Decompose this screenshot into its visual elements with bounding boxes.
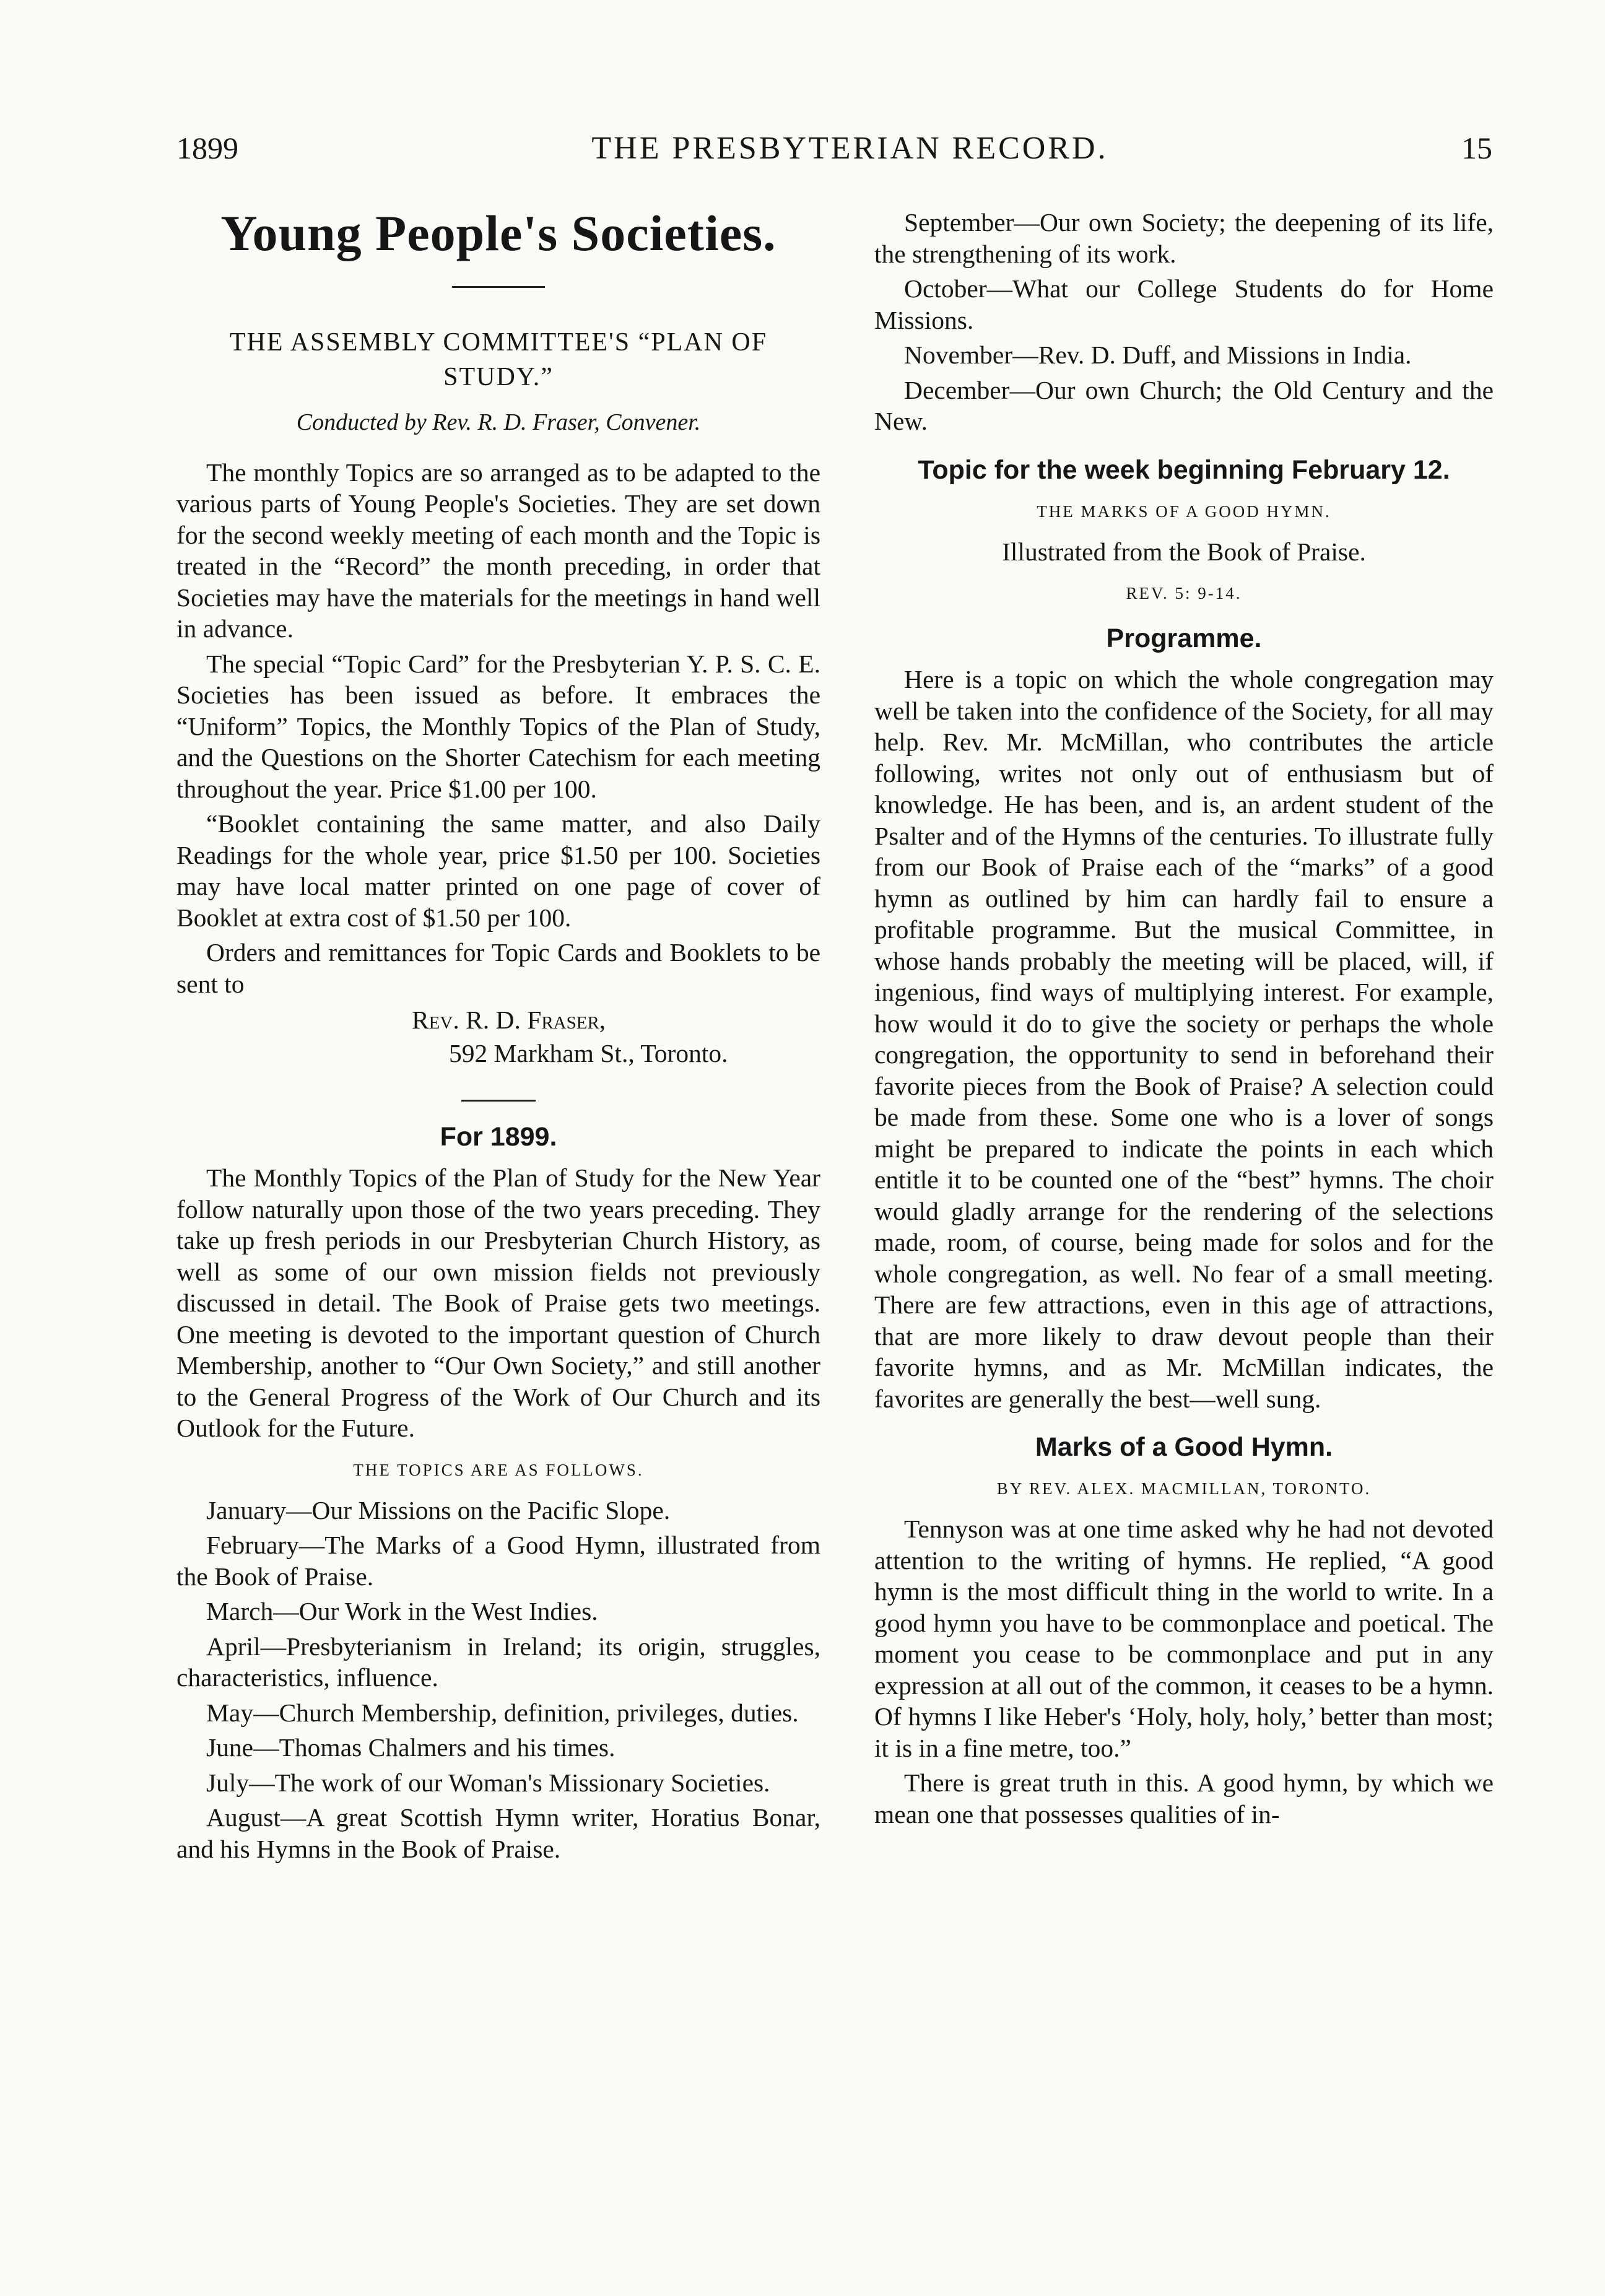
article-title: THE ASSEMBLY COMMITTEE'S “PLAN OF STUDY.” xyxy=(229,328,768,391)
header-page-number: 15 xyxy=(1461,131,1492,165)
scripture-reference: REV. 5: 9-14. xyxy=(1126,584,1242,602)
section-divider xyxy=(452,286,545,288)
month-item: August—A great Scottish Hymn writer, Horatius Bonar, and his Hymns in the Book of Praise. xyxy=(176,1803,820,1863)
month-item: January—Our Missions on the Pacific Slope. xyxy=(206,1495,671,1524)
paragraph: Orders and remittances for Topic Cards and Booklets to be sent to xyxy=(176,938,820,998)
section-title: Young People's Societies. xyxy=(220,205,776,261)
paragraph: Tennyson was at one time asked why he had not devoted attention to the writing of hymns. He replied, “A good hymn is the most difficult thing in the world to write. In a good hymn you have to be commonplace and poetical. The moment you cease to be commonplace and put in any expression at all out of the common, it ceases to be a hymn. Of hymns I like Heber's ‘Holy, holy, holy,’ better than most; it is in a fine metre, too.” xyxy=(874,1515,1494,1762)
month-item: March—Our Work in the West Indies. xyxy=(206,1597,598,1625)
programme-heading: Programme. xyxy=(1106,624,1262,653)
month-item: June—Thomas Chalmers and his times. xyxy=(206,1733,615,1762)
month-item: July—The work of our Woman's Missionary Societies. xyxy=(206,1768,770,1797)
month-item: September—Our own Society; the deepening of its life, the strengthening of its work. xyxy=(874,208,1494,268)
header-year: 1899 xyxy=(176,131,238,165)
left-column xyxy=(176,199,820,1868)
paragraph: “Booklet containing the same matter, and also Daily Readings for the whole year, price $1.50 per 100. Societies may have local matter printed on one page of cover of Booklet at extra cost of $1.50 per 100. xyxy=(176,809,820,932)
right-column xyxy=(874,207,1494,1833)
topic-subtitle: THE MARKS OF A GOOD HYMN. xyxy=(1037,502,1331,521)
paragraph: The monthly Topics are so arranged as to be adapted to the various parts of Young People's Societies. They are set down for the second weekly meeting of each month and the Topic is treated in the “Record” the month preceding, in order that Societies may have the materials for the meetings in hand well in advance. xyxy=(176,458,820,643)
signoff-address: 592 Markham St., Toronto. xyxy=(449,1039,728,1068)
header-title: THE PRESBYTERIAN RECORD. xyxy=(591,131,1108,166)
paragraph: There is great truth in this. A good hymn, by which we mean one that possesses qualities of in- xyxy=(874,1768,1494,1829)
paragraph: The Monthly Topics of the Plan of Study for the New Year follow naturally upon those of the two years preceding. They take up fresh periods in our Presbyterian Church History, as well as some of our own mission fields not previously discussed in detail. The Book of Praise gets two meetings. One meeting is devoted to the important question of Church Membership, another to “Our Own Society,” and still another to the General Progress of the Work of Our Church and its Outlook for the Future. xyxy=(176,1163,820,1442)
topic-heading: Topic for the week beginning February 12. xyxy=(918,454,1450,485)
marks-byline: BY REV. ALEX. MACMILLAN, TORONTO. xyxy=(996,1479,1372,1498)
month-item: May—Church Membership, definition, privileges, duties. xyxy=(206,1698,799,1727)
paragraph: The special “Topic Card” for the Presbyterian Y. P. S. C. E. Societies has been issued as before. It embraces the “Uniform” Topics, the Monthly Topics of the Plan of Study, and the Questions on the Shorter Catechism for each meeting throughout the year. Price $1.00 per 100. xyxy=(176,649,820,803)
illustrated-line: Illustrated from the Book of Praise. xyxy=(1002,537,1366,566)
paragraph: Here is a topic on which the whole congregation may well be taken into the confidence of the Society, for all may help. Rev. Mr. McMillan, who contributes the article following, writes not only out of enthusiasm but of knowledge. He has been, and is, an ardent student of the Psalter and of the Hymns of the centuries. To illustrate fully from our Book of Praise each of the “marks” of a good hymn as outlined by him can hardly fail to ensure a profitable programme. But the musical Committee, in whose hands probably the meeting will be placed, will, if ingenious, find ways of multiplying interest. For example, how would it do to give the society or perhaps the whole congregation, the opportunity to send in beforehand their favorite pieces from the Book of Praise? A selection could be made from these. Some one who is a lover of songs might be prepared to indicate the points in each which entitle it to be counted one of the “best” hymns. The choir would gladly arrange for the rendering of the selections made, room, of course, being made for solos and for the whole congregation, as well. No fear of a small meeting. There are few attractions, even in this age of attractions, that are more likely to draw devout people than their favorite hymns, and as Mr. McMillan indicates, the favorites are generally the best—well sung. xyxy=(874,665,1494,1413)
article-byline: Conducted by Rev. R. D. Fraser, Convener. xyxy=(296,409,701,435)
month-item: October—What our College Students do for Home Missions. xyxy=(874,274,1494,334)
marks-heading: Marks of a Good Hymn. xyxy=(1035,1432,1333,1462)
signoff-name: Rev. R. D. Fraser, xyxy=(412,1006,606,1034)
divider xyxy=(461,1100,536,1102)
month-item: April—Presbyterianism in Ireland; its origin, struggles, characteristics, influence. xyxy=(176,1632,820,1692)
month-list-right xyxy=(874,207,1494,437)
month-item: November—Rev. D. Duff, and Missions in India. xyxy=(904,341,1412,369)
month-item: February—The Marks of a Good Hymn, illustrated from the Book of Praise. xyxy=(176,1531,820,1591)
for-1899-heading: For 1899. xyxy=(440,1122,557,1152)
month-list-left xyxy=(176,1495,820,1865)
month-item: December—Our own Church; the Old Century and the New. xyxy=(874,375,1494,435)
signoff xyxy=(176,1003,820,1070)
running-header xyxy=(176,130,1492,173)
topics-heading: THE TOPICS ARE AS FOLLOWS. xyxy=(353,1460,644,1479)
